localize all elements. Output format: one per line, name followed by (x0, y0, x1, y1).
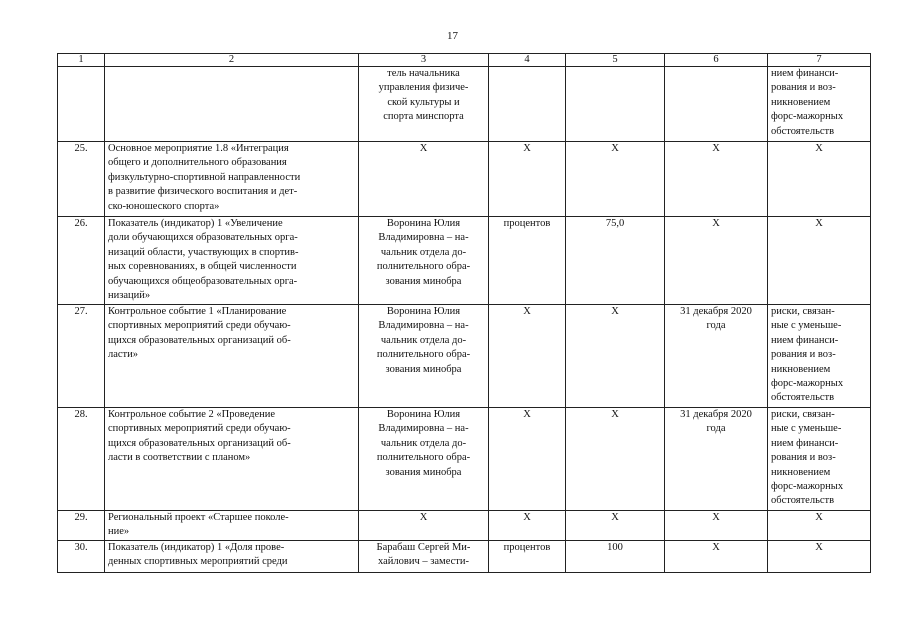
table-row (58, 511, 871, 541)
value-cell: X (566, 142, 665, 217)
responsible-cell-line: Воронина Юлия (386, 218, 461, 229)
risks-cell-line: рования и воз- (771, 452, 836, 464)
unit-cell: процентов (489, 541, 566, 573)
row-number-cell: 27. (58, 305, 105, 408)
risks-cell (768, 305, 871, 408)
unit-cell: процентов (489, 217, 566, 305)
row-number-cell (58, 67, 105, 142)
name-cell-line: ласти» (108, 349, 139, 361)
risks-cell-line: X (815, 143, 823, 154)
column-number-row (58, 54, 871, 67)
risks-cell (768, 142, 871, 217)
responsible-cell-line: хайлович – замести- (378, 556, 469, 568)
date-cell (665, 408, 768, 511)
risks-cell-line: форс-мажорных (771, 111, 844, 123)
risks-cell-line: обстоятельств (771, 392, 835, 404)
responsible-cell-line: X (419, 143, 428, 154)
responsible-cell-line: чальник отдела до- (380, 246, 467, 258)
unit-cell: X (489, 305, 566, 408)
risks-cell (768, 511, 871, 541)
name-cell-line: ных соревнованиях, в общей численности (108, 261, 297, 273)
name-cell (105, 217, 359, 305)
risks-cell-line: обстоятельств (771, 125, 835, 137)
responsible-cell-line: Воронина Юлия (386, 306, 461, 317)
table-row (58, 541, 871, 573)
responsible-cell-line: управления физиче- (378, 82, 469, 94)
risks-cell-line: никновением (771, 466, 831, 478)
name-cell (105, 511, 359, 541)
value-cell: X (566, 511, 665, 541)
risks-cell-line: рования и воз- (771, 349, 836, 361)
risks-cell-line: ные с уменьше- (771, 320, 842, 332)
name-cell-line: обучающихся общеобразовательных орга- (108, 275, 298, 287)
date-cell-line: года (706, 423, 726, 435)
name-cell-line: Показатель (индикатор) 1 «Доля прове- (108, 542, 285, 553)
value-cell: X (566, 305, 665, 408)
column-number: 2 (105, 54, 359, 67)
responsible-cell-line: зования минобра (385, 363, 462, 375)
responsible-cell-line: зования минобра (385, 275, 462, 287)
responsible-cell-line: полнительного обра- (376, 261, 471, 273)
risks-cell-line: X (815, 218, 823, 229)
value-cell (566, 67, 665, 142)
date-cell (665, 142, 768, 217)
date-cell-line: X (712, 218, 720, 229)
date-cell-line: года (706, 320, 726, 332)
program-table (57, 53, 871, 573)
row-number-cell: 30. (58, 541, 105, 573)
risks-cell-line: никновением (771, 96, 831, 108)
date-cell-line: X (712, 143, 720, 154)
unit-cell: X (489, 408, 566, 511)
date-cell-line: X (712, 512, 720, 523)
name-cell-line: Показатель (индикатор) 1 «Увеличение (108, 218, 283, 229)
value-cell: X (566, 408, 665, 511)
date-cell (665, 541, 768, 573)
row-number-cell: 28. (58, 408, 105, 511)
row-number-cell: 25. (58, 142, 105, 217)
responsible-cell-line: полнительного обра- (376, 452, 471, 464)
page-number: 17 (447, 30, 458, 42)
name-cell-line: ние» (108, 526, 130, 538)
date-cell-line: 31 декабря 2020 (680, 306, 752, 317)
risks-cell-line: нием финанси- (771, 437, 839, 449)
responsible-cell (359, 142, 489, 217)
date-cell (665, 217, 768, 305)
table-row (58, 142, 871, 217)
responsible-cell-line: Владимировна – на- (378, 232, 469, 244)
column-number: 7 (768, 54, 871, 67)
risks-cell-line: никновением (771, 363, 831, 375)
name-cell-line: ласти в соответствии с планом» (108, 452, 251, 464)
risks-cell-line: нием финанси- (771, 68, 839, 79)
responsible-cell-line: тель начальника (387, 68, 460, 79)
risks-cell (768, 541, 871, 573)
risks-cell-line: риски, связан- (771, 306, 835, 317)
row-number-cell: 29. (58, 511, 105, 541)
risks-cell-line: форс-мажорных (771, 378, 844, 390)
table-row (58, 217, 871, 305)
name-cell-line: щихся образовательных организаций об- (108, 334, 291, 346)
name-cell-line: Контрольное событие 1 «Планирование (108, 306, 287, 317)
name-cell (105, 305, 359, 408)
name-cell-line: низаций области, участвующих в спортив- (108, 246, 299, 258)
responsible-cell-line: Барабаш Сергей Ми- (376, 542, 471, 553)
risks-cell (768, 217, 871, 305)
column-number: 4 (489, 54, 566, 67)
responsible-cell (359, 511, 489, 541)
name-cell-line: низаций» (108, 290, 151, 302)
name-cell-line: Основное мероприятие 1.8 «Интеграция (108, 143, 289, 154)
name-cell-line: Региональный проект «Старшее поколе- (108, 512, 289, 523)
risks-cell-line: риски, связан- (771, 409, 835, 420)
risks-cell-line: рования и воз- (771, 82, 836, 94)
name-cell-line: общего и дополнительного образования (108, 157, 287, 169)
column-number: 5 (566, 54, 665, 67)
table-row (58, 67, 871, 142)
name-cell-line: спортивных мероприятий среди обучаю- (108, 423, 291, 435)
risks-cell (768, 408, 871, 511)
risks-cell-line: обстоятельств (771, 495, 835, 507)
responsible-cell-line: ской культуры и (387, 96, 460, 108)
responsible-cell-line: Владимировна – на- (378, 320, 469, 332)
responsible-cell-line: Владимировна – на- (378, 423, 469, 435)
risks-cell (768, 67, 871, 142)
column-number: 1 (58, 54, 105, 67)
date-cell-line: 31 декабря 2020 (680, 409, 752, 420)
date-cell (665, 511, 768, 541)
name-cell-line: денных спортивных мероприятий среди (108, 556, 288, 568)
unit-cell (489, 67, 566, 142)
responsible-cell-line: полнительного обра- (376, 349, 471, 361)
name-cell-line: доли обучающихся образовательных орга- (108, 232, 298, 244)
responsible-cell-line: чальник отдела до- (380, 334, 467, 346)
risks-cell-line: X (815, 542, 823, 553)
date-cell-line: X (712, 542, 720, 553)
risks-cell-line: форс-мажорных (771, 481, 844, 493)
date-cell (665, 305, 768, 408)
row-number-cell: 26. (58, 217, 105, 305)
risks-cell-line: X (815, 512, 823, 523)
responsible-cell (359, 67, 489, 142)
unit-cell: X (489, 142, 566, 217)
name-cell-line: Контрольное событие 2 «Проведение (108, 409, 276, 420)
responsible-cell-line: спорта минспорта (383, 111, 464, 123)
name-cell (105, 408, 359, 511)
responsible-cell (359, 305, 489, 408)
responsible-cell (359, 408, 489, 511)
responsible-cell (359, 217, 489, 305)
name-cell (105, 67, 359, 142)
unit-cell: X (489, 511, 566, 541)
column-number: 3 (359, 54, 489, 67)
name-cell-line: ско-юношеского спорта» (108, 200, 220, 212)
name-cell (105, 541, 359, 573)
responsible-cell-line: чальник отдела до- (380, 437, 467, 449)
value-cell: 75,0 (566, 217, 665, 305)
name-cell-line: физкультурно-спортивной направленности (108, 171, 301, 183)
date-cell (665, 67, 768, 142)
responsible-cell-line: Воронина Юлия (386, 409, 461, 420)
name-cell-line: щихся образовательных организаций об- (108, 437, 291, 449)
risks-cell-line: нием финанси- (771, 334, 839, 346)
table-row (58, 408, 871, 511)
column-number: 6 (665, 54, 768, 67)
table-row (58, 305, 871, 408)
name-cell (105, 142, 359, 217)
responsible-cell-line: X (419, 512, 428, 523)
name-cell-line: в развитие физического воспитания и дет- (108, 186, 298, 198)
name-cell-line: спортивных мероприятий среди обучаю- (108, 320, 291, 332)
value-cell: 100 (566, 541, 665, 573)
risks-cell-line: ные с уменьше- (771, 423, 842, 435)
responsible-cell-line: зования минобра (385, 466, 462, 478)
responsible-cell (359, 541, 489, 573)
